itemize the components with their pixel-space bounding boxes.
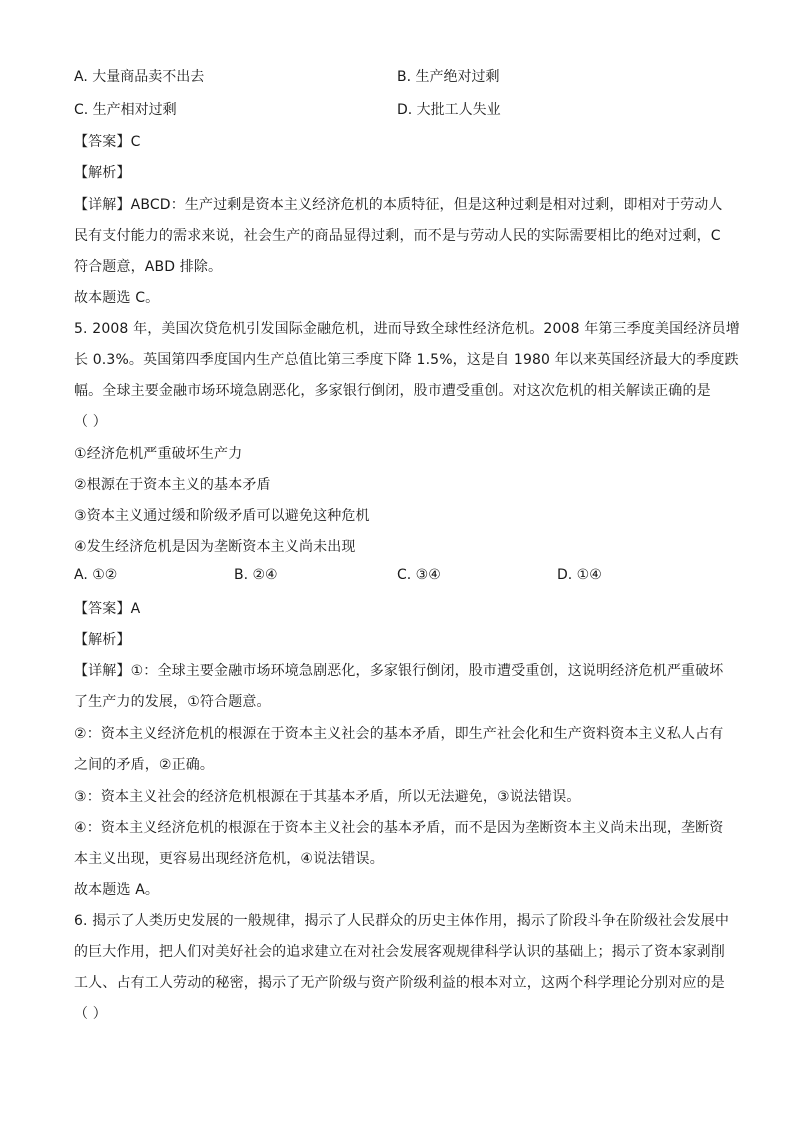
q4-analysis-heading: 【解析】 [74,165,131,181]
q5-option-a: A. ①② [74,567,118,583]
q6-stem-line: （ ） [74,1006,107,1022]
q5-detail-line: 【详解】①：全球主要金融市场环境急剧恶化，多家银行倒闭，股市遭受重创，这说明经济危机严重破坏 [74,663,724,679]
q4-answer: 【答案】C [74,134,141,150]
q5-stem-line: （ ） [74,414,107,430]
q4-option-b: B. 生产绝对过剩 [397,69,500,85]
q4-option-c: C. 生产相对过剩 [74,102,177,118]
q5-detail-line: ④：资本主义经济危机的根源在于资本主义社会的基本矛盾，而不是因为垄断资本主义尚未出现，垄断资 [74,820,724,836]
q5-option-c: C. ③④ [397,567,441,583]
q5-option-d: D. ①④ [557,567,602,583]
q5-detail-line: 之间的矛盾，②正确。 [74,757,215,773]
q5-statement: ①经济危机严重破坏生产力 [74,446,243,462]
q5-stem-line: 5. 2008 年，美国次贷危机引发国际金融危机，进而导致全球性经济危机。2008 年第三季度美国经济员增 [74,321,740,337]
q5-statement: ③资本主义通过缓和阶级矛盾可以避免这种危机 [74,508,370,524]
q5-detail-line: 了生产力的发展，①符合题意。 [74,694,271,710]
q5-analysis-heading: 【解析】 [74,632,131,648]
q5-detail-line: ②：资本主义经济危机的根源在于资本主义社会的基本矛盾，即生产社会化和生产资料资本主义私人占有 [74,726,724,742]
q6-stem-line: 工人、占有工人劳动的秘密，揭示了无产阶级与资产阶级利益的根本对立，这两个科学理论分别对应的是 [74,975,725,991]
q5-conclusion: 故本题选 A。 [74,882,160,898]
q4-option-a: A. 大量商品卖不出去 [74,69,205,85]
q6-stem-line: 6. 揭示了人类历史发展的一般规律，揭示了人民群众的历史主体作用，揭示了阶段斗争在阶级社会发展中 [74,913,730,929]
q5-stem-line: 长 0.3%。英国第四季度国内生产总值比第三季度下降 1.5%，这是自 1980 年以来英国经济最大的季度跌 [74,352,739,368]
q5-statement: ②根源在于资本主义的基本矛盾 [74,477,271,493]
q5-answer: 【答案】A [74,601,141,617]
q4-detail-line: 【详解】ABCD：生产过剩是资本主义经济危机的本质特征，但是这种过剩是相对过剩，即相对于劳动人 [74,197,723,213]
q5-detail-line: 本主义出现，更容易出现经济危机，④说法错误。 [74,851,384,867]
q5-option-b: B. ②④ [234,567,278,583]
q4-option-d: D. 大批工人失业 [397,102,501,118]
q5-detail-line: ③：资本主义社会的经济危机根源在于其基本矛盾，所以无法避免，③说法错误。 [74,789,581,805]
q5-statement: ④发生经济危机是因为垄断资本主义尚未出现 [74,539,356,555]
q4-detail-line: 民有支付能力的需求来说，社会生产的商品显得过剩，而不是与劳动人民的实际需要相比的绝对过剩，C [74,228,721,244]
q4-detail-line: 符合题意，ABD 排除。 [74,259,223,275]
q5-stem-line: 幅。全球主要金融市场环境急剧恶化，多家银行倒闭，股市遭受重创。对这次危机的相关解读正确的是 [74,383,711,399]
q4-conclusion: 故本题选 C。 [74,290,160,306]
q6-stem-line: 的巨大作用，把人们对美好社会的追求建立在对社会发展客观规律科学认识的基础上；揭示了资本家剥削 [74,944,725,960]
